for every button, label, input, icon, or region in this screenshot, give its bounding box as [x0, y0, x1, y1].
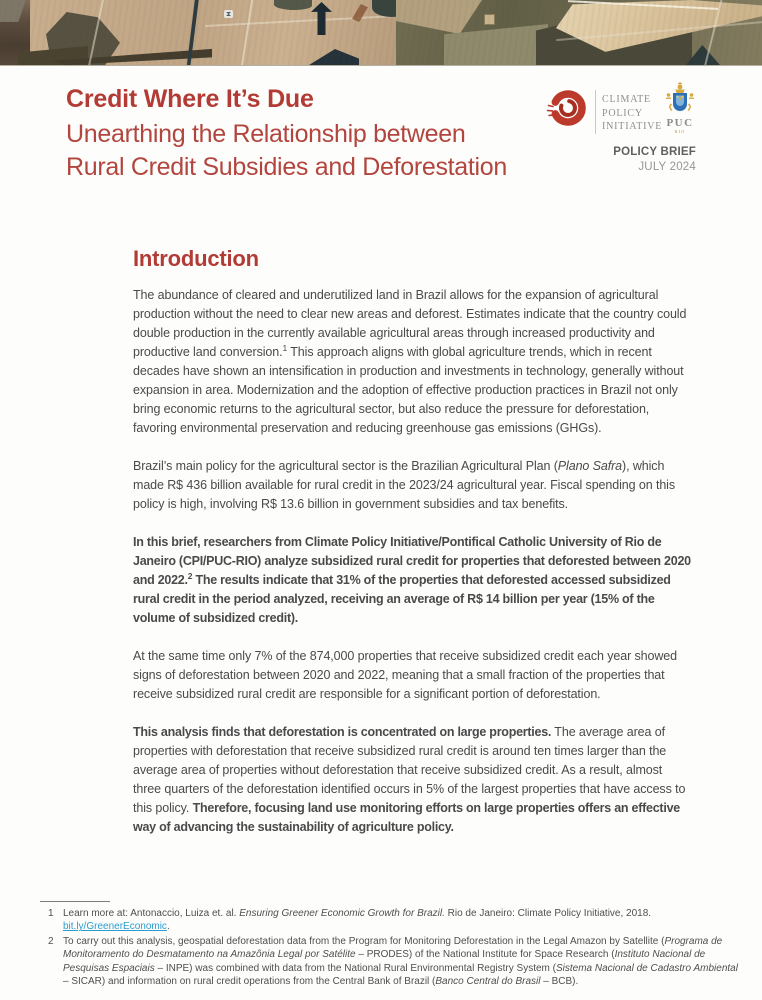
- intro-paragraph-4: At the same time only 7% of the 874,000 properties that receive subsidized credit each year showed signs of deforestation between 2020 and 2022, meaning that a small fraction of the properties that receive subsidized rural credit are responsible for a significant portion of deforestation.: [133, 649, 677, 701]
- footnote-divider: [40, 901, 110, 902]
- section-heading-introduction: Introduction: [133, 246, 259, 271]
- report-subtitle: [66, 118, 546, 184]
- puc-sub-label: RIO: [674, 129, 686, 134]
- cpi-wordmark: [602, 93, 662, 134]
- footnote-item: [40, 907, 740, 934]
- cpi-wordmark-line: POLICY: [602, 107, 643, 119]
- footnote-text: To carry out this analysis, geospatial deforestation data from the Program for Monitoring Deforestation in the Legal Amazon by Satellite (Programa de Monitoramento do Desmatamento na Amazônia Legal por Satélite – PRODES) of the National Institute for Space Research (Instituto Nacional de Pesquisas Espaciais – INPE) was combined with data from the National Rural Environmental Registry System (Sistema Nacional de Cadastro Ambiental – SICAR) and information on rural credit operations from the Central Bank of Brazil (Banco Central do Brasil – BCB).: [63, 935, 738, 988]
- puc-rio-logo-icon: [659, 82, 701, 134]
- footnote-number: 1: [48, 908, 54, 919]
- report-title: Credit Where It’s Due: [66, 85, 314, 113]
- footnote-link[interactable]: bit.ly/GreenerEconomic: [63, 921, 167, 933]
- cpi-logo-icon: [544, 84, 592, 134]
- report-subtitle-line-2: Rural Credit Subsidies and Deforestation: [66, 153, 508, 181]
- intro-paragraph-3: In this brief, researchers from Climate Policy Initiative/Pontifical Catholic University of Rio de Janeiro (CPI/PUC-RIO) analyze subsidized rural credit for properties that deforested between 2020 and 2022.$^2$ The results indicate that 31% of the properties that deforested accessed subsidized rural credit in the period analyzed, receiving an average of R$ 14 billion per year (15% of the volume of subsidized credit).: [133, 535, 691, 625]
- report-subtitle-line-1: Unearthing the Relationship between: [66, 120, 466, 148]
- cpi-wordmark-line: CLIMATE: [602, 94, 651, 105]
- footnote-number: 2: [48, 935, 54, 947]
- intro-paragraph-1: The abundance of cleared and underutilized land in Brazil allows for the expansion of agricultural production without the need to clear new areas and deforest. Estimates indicate that the country could double production in the currently available agricultural areas through increased productivity and productive land conversion.$^1$ This approach aligns with global agriculture trends, which in recent decades have shown an intensification in production and investments in technology, generally without expansion in area. Modernization and the adoption of effective production practices in Brazil not only bring economic returns to the agricultural sector, but also reduce the pressure for deforestation, favoring environmental preservation and reducing greenhouse gas emissions (GHGs).: [133, 288, 687, 435]
- cpi-wordmark-line: INITIATIVE: [602, 121, 663, 132]
- footnote-text: Learn more at: Antonaccio, Luiza et. al. Ensuring Greener Economic Growth for Brazil. Rio de Janeiro: Climate Policy Initiative, 2018. bit.ly/GreenerEconomic.: [63, 908, 652, 933]
- footnote-ref: 1: [282, 342, 288, 353]
- puc-label: PUC: [666, 117, 694, 129]
- footnotes: [40, 901, 740, 989]
- intro-paragraph-5: This analysis finds that deforestation is concentrated on large properties. The average area of properties with deforestation that receive subsidized rural credit is around ten times larger than the average area of properties without deforestation that receive subsidized credit. As a result, almost three quarters of the deforestation identified occurs in 5% of the largest properties that have access to this policy. Therefore, focusing land use monitoring efforts on large properties offers an effective way of advancing the sustainability of agriculture policy.: [133, 725, 686, 834]
- introduction-section: [133, 247, 693, 856]
- footnote-item: [40, 935, 740, 989]
- doc-type-label: POLICY BRIEF: [613, 146, 696, 158]
- title-block: [66, 85, 546, 184]
- publication-date: JULY 2024: [638, 161, 696, 173]
- footnote-ref: 2: [187, 570, 193, 581]
- brief-meta: [613, 146, 696, 173]
- intro-paragraph-2: Brazil’s main policy for the agricultural sector is the Brazilian Agricultural Plan (Plano Safra), which made R$ 436 billion available for rural credit in the 2023/24 agricultural year. Fiscal spending on this policy is high, involving R$ 13.6 billion in government subsidies and tax benefits.: [133, 459, 675, 511]
- logo-divider: [595, 90, 596, 134]
- aerial-photo-banner: [0, 0, 762, 66]
